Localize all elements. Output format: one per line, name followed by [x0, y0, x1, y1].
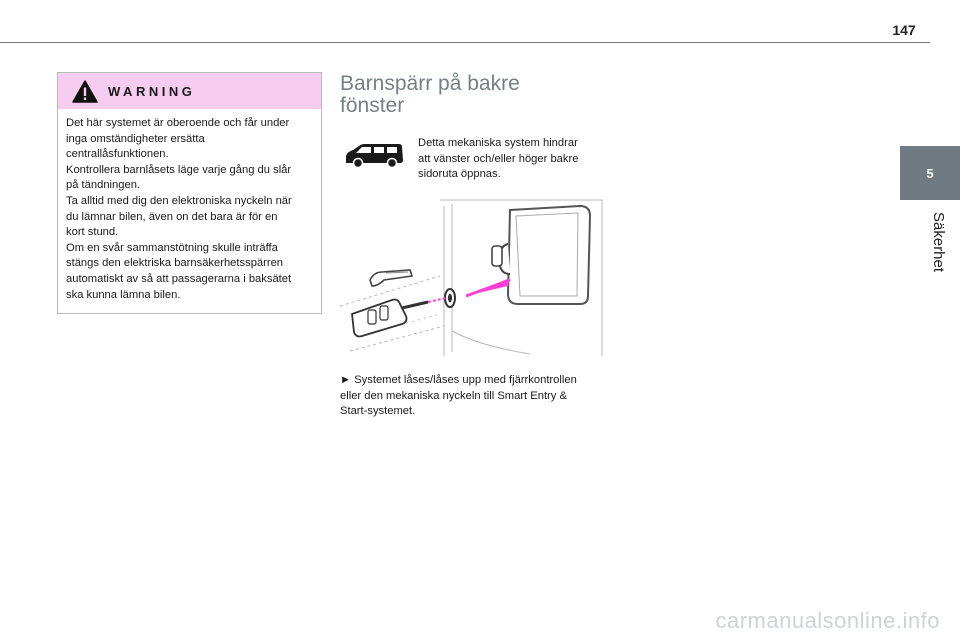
warning-line: automatiskt av så att passagerarna i baksätet: [66, 272, 292, 285]
warning-title: WARNING: [108, 83, 196, 99]
description-line: sidoruta öppnas.: [418, 168, 501, 181]
chapter-tab[interactable]: [900, 146, 960, 200]
bullet-arrow-icon: ►: [340, 374, 352, 386]
warning-body: [58, 109, 321, 303]
warning-line: inga omständigheter ersätta: [66, 132, 205, 145]
warning-line: centrallåsfunktionen.: [66, 148, 169, 161]
van-side-icon: [343, 140, 405, 170]
header-rule: [0, 42, 930, 43]
chapter-title: Säkerhet: [930, 212, 947, 273]
description-line: Detta mekaniska system hindrar: [418, 137, 578, 149]
warning-line: Det här systemet är oberoende och får under: [66, 117, 290, 129]
warning-header: [58, 73, 321, 109]
section-title-line: fönster: [340, 94, 405, 117]
instruction-bullet: [340, 373, 606, 420]
section-description: [418, 136, 604, 183]
warning-line: Kontrollera barnlåsets läge varje gång du slår: [66, 163, 292, 176]
section-title-line: Barnspärr på bakre: [340, 72, 520, 95]
warning-line: kort stund.: [66, 226, 119, 239]
warning-line: på tändningen.: [66, 179, 141, 192]
warning-line: ska kunna lämna bilen.: [66, 288, 181, 301]
warning-triangle-icon: [72, 80, 98, 103]
bullet-line: [340, 373, 606, 389]
warning-line: du lämnar bilen, även on det bara är för en: [66, 210, 278, 223]
warning-line: Om en svår sammanstötning skulle inträffa: [66, 241, 278, 254]
warning-line: stängs den elektriska barnsäkerhetsspärren: [66, 257, 284, 270]
description-line: att vänster och/eller höger bakre: [418, 152, 579, 165]
bullet-line: eller den mekaniska nyckeln till Smart Entry &: [340, 389, 567, 402]
bullet-text: Systemet låses/låses upp med fjärrkontrollen: [354, 374, 577, 386]
warning-box: [57, 72, 322, 314]
watermark: carmanualsonline.info: [715, 608, 940, 633]
key-in-window-lock-illustration: [340, 196, 606, 360]
section-title: [340, 73, 570, 117]
warning-line: Ta alltid med dig den elektroniska nyckeln när: [66, 194, 292, 207]
bullet-line: Start-systemet.: [340, 405, 416, 418]
page-number: 147: [892, 22, 916, 38]
chapter-number: 5: [926, 165, 934, 181]
